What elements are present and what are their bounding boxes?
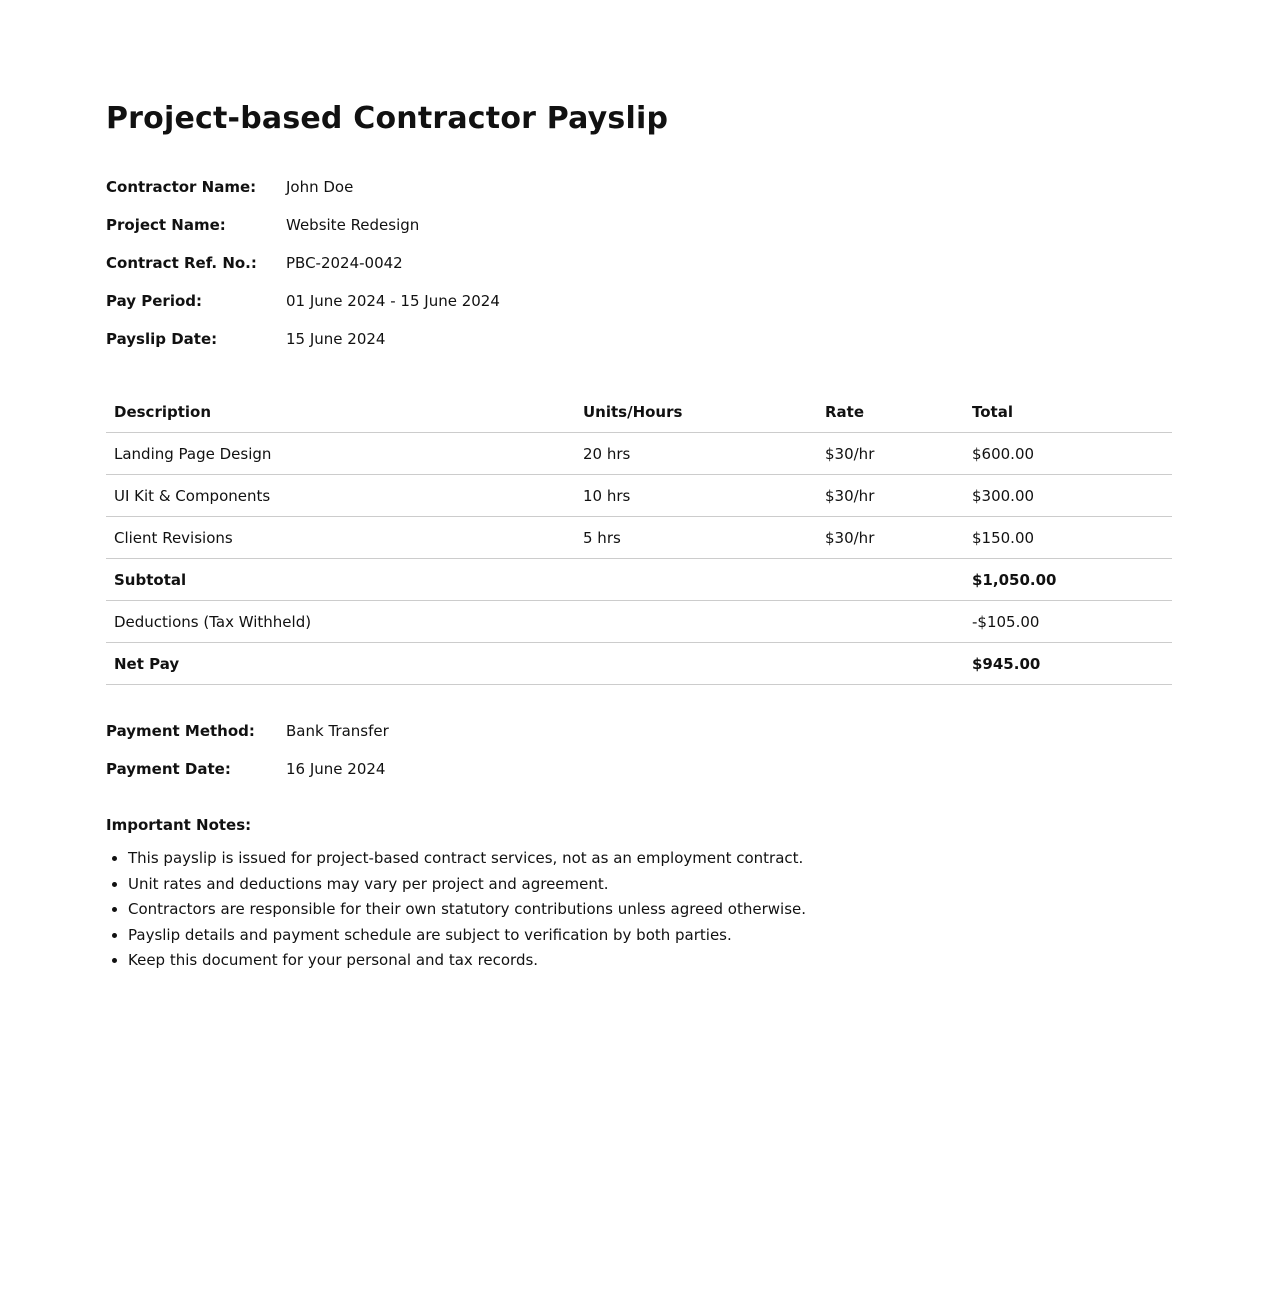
table-header-row — [106, 392, 1172, 433]
notes-heading: Important Notes: — [106, 816, 252, 834]
header-total: Total — [964, 392, 1172, 433]
cell-description: UI Kit & Components — [106, 475, 575, 517]
info-label: Contractor Name: — [106, 178, 257, 196]
cell-description: Deductions (Tax Withheld) — [106, 601, 575, 643]
info-label: Payslip Date: — [106, 330, 218, 348]
info-row-pay-period — [106, 282, 1172, 320]
cell-units — [575, 643, 817, 685]
cell-units: 5 hrs — [575, 517, 817, 559]
page-title: Project-based Contractor Payslip — [106, 101, 669, 136]
info-label: Contract Ref. No.: — [106, 254, 257, 272]
cell-units — [575, 559, 817, 601]
info-label: Payment Method: — [106, 722, 255, 740]
info-row-contract-ref — [106, 244, 1172, 282]
list-item: • Keep this document for your personal and tax records. — [128, 948, 1172, 974]
cell-description: Net Pay — [106, 643, 575, 685]
info-value: Website Redesign — [286, 216, 420, 234]
table-row — [106, 433, 1172, 475]
net-pay-row — [106, 643, 1172, 685]
notes-list — [106, 846, 1172, 974]
cell-total: -$105.00 — [964, 601, 1172, 643]
list-item: • Unit rates and deductions may vary per project and agreement. — [128, 872, 1172, 898]
cell-total: $1,050.00 — [964, 559, 1172, 601]
info-row-payment-method — [106, 712, 1172, 750]
info-value: John Doe — [286, 178, 354, 196]
info-value: 15 June 2024 — [286, 330, 386, 348]
cell-rate — [817, 559, 964, 601]
info-value: Bank Transfer — [286, 722, 389, 740]
cell-rate — [817, 643, 964, 685]
info-row-contractor-name — [106, 168, 1172, 206]
info-label: Pay Period: — [106, 292, 202, 310]
list-item: • Payslip details and payment schedule are subject to verification by both parties. — [128, 923, 1172, 949]
list-item: • Contractors are responsible for their own statutory contributions unless agreed otherwise. — [128, 897, 1172, 923]
info-value: 01 June 2024 - 15 June 2024 — [286, 292, 500, 310]
payment-info — [106, 712, 1172, 788]
header-units: Units/Hours — [575, 392, 817, 433]
info-row-project-name — [106, 206, 1172, 244]
deductions-row — [106, 601, 1172, 643]
info-value: PBC-2024-0042 — [286, 254, 403, 272]
info-row-payment-date — [106, 750, 1172, 788]
cell-description: Client Revisions — [106, 517, 575, 559]
cell-rate: $30/hr — [817, 475, 964, 517]
cell-description: Subtotal — [106, 559, 575, 601]
cell-description: Landing Page Design — [106, 433, 575, 475]
table-row — [106, 475, 1172, 517]
header-rate: Rate — [817, 392, 964, 433]
cell-units: 20 hrs — [575, 433, 817, 475]
earnings-table — [106, 392, 1172, 685]
cell-rate: $30/hr — [817, 517, 964, 559]
cell-rate — [817, 601, 964, 643]
cell-units: 10 hrs — [575, 475, 817, 517]
contractor-info — [106, 168, 1172, 358]
payslip-document — [106, 96, 1172, 974]
cell-total: $600.00 — [964, 433, 1172, 475]
cell-units — [575, 601, 817, 643]
info-row-payslip-date — [106, 320, 1172, 358]
header-description: Description — [106, 392, 575, 433]
subtotal-row — [106, 559, 1172, 601]
cell-total: $300.00 — [964, 475, 1172, 517]
info-label: Project Name: — [106, 216, 226, 234]
info-value: 16 June 2024 — [286, 760, 386, 778]
cell-rate: $30/hr — [817, 433, 964, 475]
list-item: • This payslip is issued for project-based contract services, not as an employment contract. — [128, 846, 1172, 872]
cell-total: $150.00 — [964, 517, 1172, 559]
cell-total: $945.00 — [964, 643, 1172, 685]
info-label: Payment Date: — [106, 760, 231, 778]
table-row — [106, 517, 1172, 559]
